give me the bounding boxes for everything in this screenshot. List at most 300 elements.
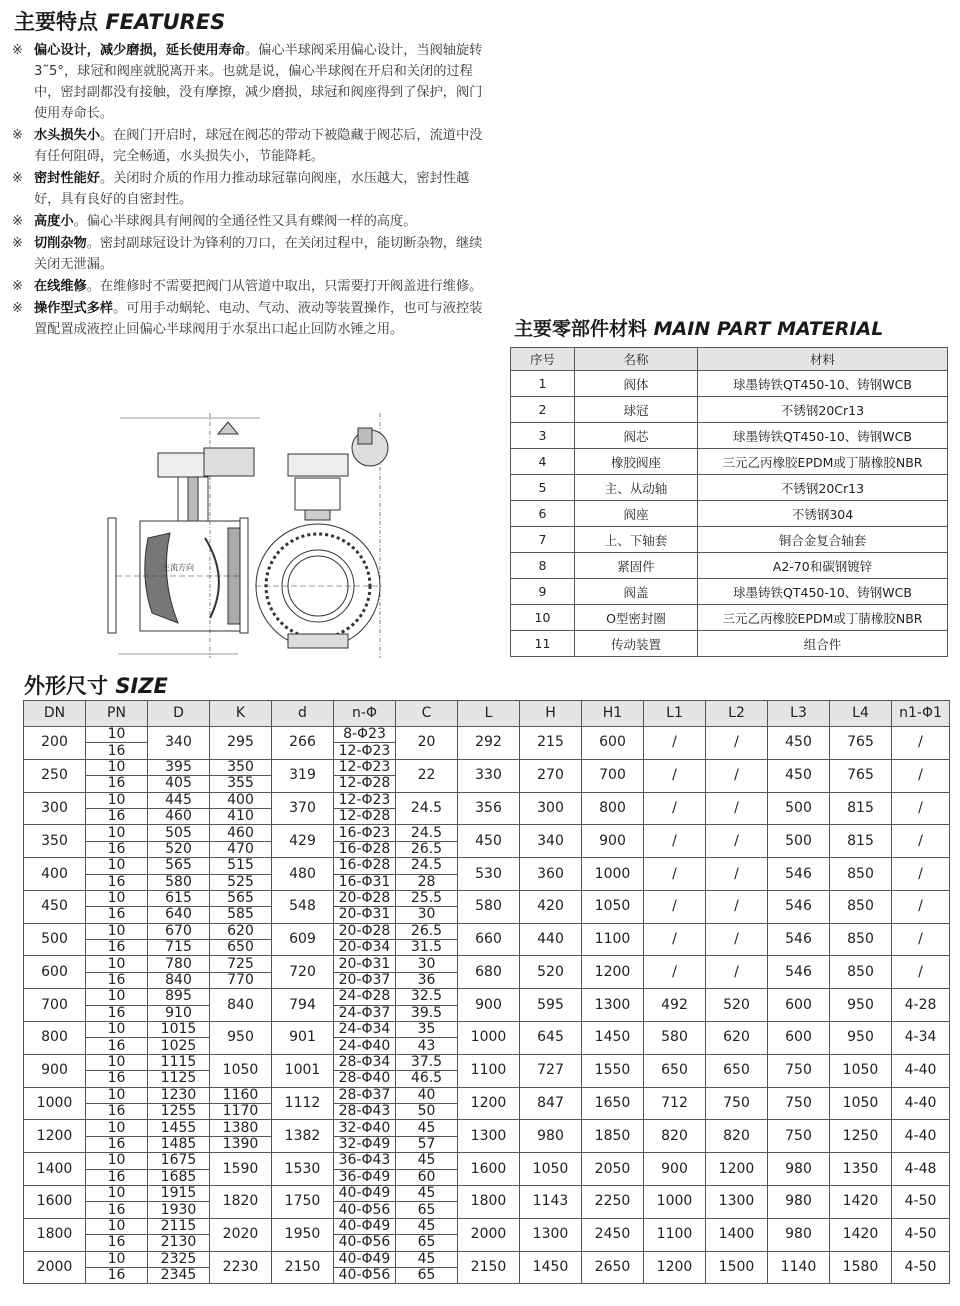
reference-mark-icon: ※ xyxy=(12,301,23,316)
size-cell-nphi: 20-Φ28 xyxy=(334,923,396,939)
flow-direction-label: 主流方向 xyxy=(162,563,194,572)
material-title-en: MAIN PART MATERIAL xyxy=(653,318,884,340)
size-cell-d: 548 xyxy=(272,890,334,923)
size-cell-d: 1112 xyxy=(272,1087,334,1120)
size-cell-l1: 492 xyxy=(644,989,706,1022)
table-row xyxy=(511,475,948,501)
size-cell-dn: 1000 xyxy=(24,1087,86,1120)
size-cell-l3: 980 xyxy=(768,1218,830,1251)
size-cell-h: 595 xyxy=(520,989,582,1022)
size-cell-pn: 10 xyxy=(86,989,148,1005)
size-cell-l1: 820 xyxy=(644,1120,706,1153)
size-cell-dn: 450 xyxy=(24,890,86,923)
size-cell-dn: 800 xyxy=(24,1022,86,1055)
size-cell-c: 39.5 xyxy=(396,1005,458,1021)
size-cell-nphi: 40-Φ56 xyxy=(334,1235,396,1251)
size-cell-l1: / xyxy=(644,792,706,825)
size-cell-l2: / xyxy=(706,858,768,891)
size-cell-n1: / xyxy=(892,923,950,956)
size-cell-l3: 750 xyxy=(768,1120,830,1153)
size-cell-nphi: 16-Φ28 xyxy=(334,858,396,874)
size-cell-c: 25.5 xyxy=(396,890,458,906)
size-cell-nphi: 28-Φ34 xyxy=(334,1054,396,1070)
size-cell-n1: 4-40 xyxy=(892,1087,950,1120)
size-cell-nphi: 8-Φ23 xyxy=(334,727,396,743)
size-cell-pn: 16 xyxy=(86,1169,148,1185)
size-cell-d: 1382 xyxy=(272,1120,334,1153)
size-cell-c: 24.5 xyxy=(396,858,458,874)
size-cell-nphi: 40-Φ49 xyxy=(334,1185,396,1201)
reference-mark-icon: ※ xyxy=(12,43,23,58)
size-cell-nphi: 16-Φ31 xyxy=(334,874,396,890)
size-cell-dn: 250 xyxy=(24,759,86,792)
table-row xyxy=(511,371,948,397)
size-cell-k: 725 xyxy=(210,956,272,972)
size-cell-nphi: 28-Φ40 xyxy=(334,1071,396,1087)
size-cell-dn: 2000 xyxy=(24,1251,86,1284)
size-cell-n1: 4-48 xyxy=(892,1153,950,1186)
size-cell-l2: / xyxy=(706,956,768,989)
size-cell-h1: 1000 xyxy=(582,858,644,891)
material-name-cell: 橡胶阀座 xyxy=(575,449,698,475)
size-cell-l1: / xyxy=(644,727,706,760)
size-cell-k: 1170 xyxy=(210,1103,272,1119)
material-no-cell: 8 xyxy=(511,553,575,579)
table-row xyxy=(24,792,950,808)
size-cell-l4: 1420 xyxy=(830,1218,892,1251)
features-title xyxy=(14,6,225,36)
size-cell-pn: 16 xyxy=(86,1267,148,1283)
material-value-cell: 三元乙丙橡胶EPDM或丁腈橡胶NBR xyxy=(698,449,948,475)
feature-heading: 偏心设计，减少磨损，延长使用寿命 xyxy=(34,43,245,58)
size-cell-l1: / xyxy=(644,890,706,923)
size-cell-l4: 1350 xyxy=(830,1153,892,1186)
size-cell-nphi: 12-Φ28 xyxy=(334,776,396,792)
size-cell-k: 525 xyxy=(210,874,272,890)
table-row xyxy=(511,579,948,605)
size-cell-l3: 1140 xyxy=(768,1251,830,1284)
size-cell-nphi: 20-Φ37 xyxy=(334,972,396,988)
size-table xyxy=(23,700,950,1284)
size-cell-d: 460 xyxy=(148,808,210,824)
size-cell-c: 45 xyxy=(396,1120,458,1136)
size-cell-h: 1050 xyxy=(520,1153,582,1186)
size-cell-nphi: 24-Φ37 xyxy=(334,1005,396,1021)
size-cell-pn: 10 xyxy=(86,825,148,841)
features-title-en: FEATURES xyxy=(105,10,226,34)
size-cell-dn: 350 xyxy=(24,825,86,858)
size-cell-h1: 2250 xyxy=(582,1185,644,1218)
size-cell-pn: 10 xyxy=(86,1054,148,1070)
size-cell-h1: 1200 xyxy=(582,956,644,989)
size-cell-n1: 4-40 xyxy=(892,1054,950,1087)
size-cell-h1: 800 xyxy=(582,792,644,825)
size-cell-nphi: 20-Φ31 xyxy=(334,956,396,972)
size-cell-l3: 600 xyxy=(768,989,830,1022)
size-cell-l3: 750 xyxy=(768,1087,830,1120)
size-cell-d: 895 xyxy=(148,989,210,1005)
size-cell-l2: / xyxy=(706,759,768,792)
size-cell-l2: / xyxy=(706,923,768,956)
size-cell-d: 1930 xyxy=(148,1202,210,1218)
size-cell-l3: 546 xyxy=(768,890,830,923)
size-cell-nphi: 24-Φ28 xyxy=(334,989,396,1005)
size-cell-l1: / xyxy=(644,858,706,891)
feature-heading: 高度小 xyxy=(34,214,74,229)
size-cell-n1: / xyxy=(892,825,950,858)
size-cell-nphi: 28-Φ43 xyxy=(334,1103,396,1119)
size-cell-l2: 820 xyxy=(706,1120,768,1153)
size-cell-k: 400 xyxy=(210,792,272,808)
size-cell-l2: 520 xyxy=(706,989,768,1022)
feature-item xyxy=(12,168,494,210)
table-row xyxy=(511,605,948,631)
size-cell-c: 31.5 xyxy=(396,940,458,956)
size-cell-h: 847 xyxy=(520,1087,582,1120)
size-cell-k: 1820 xyxy=(210,1185,272,1218)
table-row xyxy=(24,956,950,972)
size-title-en: SIZE xyxy=(115,674,168,698)
size-cell-k: 585 xyxy=(210,907,272,923)
size-cell-d: 1685 xyxy=(148,1169,210,1185)
size-cell-c: 35 xyxy=(396,1022,458,1038)
size-cell-h: 440 xyxy=(520,923,582,956)
size-cell-pn: 10 xyxy=(86,1120,148,1136)
material-value-cell: 不锈钢20Cr13 xyxy=(698,397,948,423)
material-value-cell: 不锈钢304 xyxy=(698,501,948,527)
size-cell-nphi: 36-Φ49 xyxy=(334,1169,396,1185)
size-cell-d: 405 xyxy=(148,776,210,792)
size-cell-d: 445 xyxy=(148,792,210,808)
material-name-cell: 阀体 xyxy=(575,371,698,397)
feature-heading: 操作型式多样 xyxy=(34,301,114,316)
material-name-cell: 传动装置 xyxy=(575,631,698,657)
size-cell-c: 40 xyxy=(396,1087,458,1103)
feature-item xyxy=(12,211,494,232)
size-cell-k: 410 xyxy=(210,808,272,824)
material-no-cell: 7 xyxy=(511,527,575,553)
material-no-cell: 4 xyxy=(511,449,575,475)
size-cell-pn: 10 xyxy=(86,923,148,939)
material-header-material: 材料 xyxy=(698,348,948,371)
size-cell-n1: 4-40 xyxy=(892,1120,950,1153)
size-cell-h: 520 xyxy=(520,956,582,989)
size-cell-h1: 2050 xyxy=(582,1153,644,1186)
size-cell-l4: 850 xyxy=(830,890,892,923)
material-name-cell: 上、下轴套 xyxy=(575,527,698,553)
size-cell-d: 840 xyxy=(148,972,210,988)
size-cell-n1: / xyxy=(892,858,950,891)
size-cell-l4: 1580 xyxy=(830,1251,892,1284)
size-cell-k: 565 xyxy=(210,890,272,906)
material-table xyxy=(510,347,948,657)
size-cell-nphi: 12-Φ23 xyxy=(334,759,396,775)
size-cell-d: 670 xyxy=(148,923,210,939)
feature-heading: 水头损失小 xyxy=(34,128,100,143)
size-cell-h: 1300 xyxy=(520,1218,582,1251)
size-cell-k: 470 xyxy=(210,841,272,857)
size-cell-h1: 1650 xyxy=(582,1087,644,1120)
size-cell-pn: 16 xyxy=(86,841,148,857)
material-value-cell: A2-70和碳钢镀锌 xyxy=(698,553,948,579)
size-cell-dn: 1800 xyxy=(24,1218,86,1251)
size-cell-nphi: 20-Φ28 xyxy=(334,890,396,906)
size-cell-h: 980 xyxy=(520,1120,582,1153)
size-cell-dn: 1200 xyxy=(24,1120,86,1153)
feature-text: 。可用手动蜗轮、电动、气动、液动等装置操作，也可与液控装置配置成液控止回偏心半球阀用于水泵出口起止回防水锤之用。 xyxy=(34,301,483,337)
size-cell-l1: / xyxy=(644,759,706,792)
size-cell-l2: / xyxy=(706,890,768,923)
size-cell-nphi: 24-Φ40 xyxy=(334,1038,396,1054)
reference-mark-icon: ※ xyxy=(12,214,23,229)
size-cell-l: 1000 xyxy=(458,1022,520,1055)
size-cell-l3: 980 xyxy=(768,1153,830,1186)
material-value-cell: 不锈钢20Cr13 xyxy=(698,475,948,501)
size-cell-l3: 450 xyxy=(768,727,830,760)
material-header-no: 序号 xyxy=(511,348,575,371)
size-cell-l2: / xyxy=(706,727,768,760)
material-no-cell: 1 xyxy=(511,371,575,397)
size-cell-k: 460 xyxy=(210,825,272,841)
size-cell-l3: 500 xyxy=(768,825,830,858)
material-header-name: 名称 xyxy=(575,348,698,371)
size-cell-l2: 650 xyxy=(706,1054,768,1087)
size-cell-l4: 950 xyxy=(830,1022,892,1055)
size-cell-c: 46.5 xyxy=(396,1071,458,1087)
size-cell-l2: 1300 xyxy=(706,1185,768,1218)
size-header-cell: L2 xyxy=(706,701,768,727)
size-cell-d: 720 xyxy=(272,956,334,989)
size-cell-c: 60 xyxy=(396,1169,458,1185)
table-row xyxy=(24,1153,950,1169)
size-cell-l1: / xyxy=(644,956,706,989)
material-title-cn: 主要零部件材料 xyxy=(514,318,648,340)
material-no-cell: 2 xyxy=(511,397,575,423)
size-header-cell: n1-Φ1 xyxy=(892,701,950,727)
size-cell-d: 1001 xyxy=(272,1054,334,1087)
size-cell-c: 45 xyxy=(396,1251,458,1267)
size-cell-h1: 1450 xyxy=(582,1022,644,1055)
feature-text: 。偏心半球阀具有闸阀的全通径性又具有蝶阀一样的高度。 xyxy=(73,214,417,229)
size-cell-h: 1450 xyxy=(520,1251,582,1284)
size-cell-d: 2325 xyxy=(148,1251,210,1267)
size-cell-l: 660 xyxy=(458,923,520,956)
size-title xyxy=(24,670,168,700)
size-cell-l3: 546 xyxy=(768,956,830,989)
size-cell-l4: 765 xyxy=(830,759,892,792)
size-cell-pn: 10 xyxy=(86,759,148,775)
material-title xyxy=(514,314,883,341)
size-cell-k: 1390 xyxy=(210,1136,272,1152)
size-cell-l4: 1050 xyxy=(830,1087,892,1120)
material-value-cell: 组合件 xyxy=(698,631,948,657)
size-cell-pn: 16 xyxy=(86,907,148,923)
size-cell-l: 580 xyxy=(458,890,520,923)
size-header-cell: K xyxy=(210,701,272,727)
size-cell-d: 580 xyxy=(148,874,210,890)
size-cell-dn: 700 xyxy=(24,989,86,1022)
table-row xyxy=(24,1022,950,1038)
table-row xyxy=(24,923,950,939)
size-cell-d: 1530 xyxy=(272,1153,334,1186)
size-cell-nphi: 12-Φ23 xyxy=(334,743,396,759)
size-cell-l: 1300 xyxy=(458,1120,520,1153)
size-cell-h: 420 xyxy=(520,890,582,923)
table-row xyxy=(24,858,950,874)
size-cell-c: 65 xyxy=(396,1267,458,1283)
size-header-cell: D xyxy=(148,701,210,727)
material-name-cell: 紧固件 xyxy=(575,553,698,579)
material-no-cell: 3 xyxy=(511,423,575,449)
size-cell-nphi: 32-Φ40 xyxy=(334,1120,396,1136)
size-cell-k: 950 xyxy=(210,1022,272,1055)
size-cell-nphi: 12-Φ28 xyxy=(334,808,396,824)
size-cell-pn: 10 xyxy=(86,1087,148,1103)
size-cell-d: 370 xyxy=(272,792,334,825)
feature-heading: 切削杂物 xyxy=(34,236,87,251)
size-cell-k: 770 xyxy=(210,972,272,988)
size-cell-d: 1230 xyxy=(148,1087,210,1103)
size-cell-d: 1015 xyxy=(148,1022,210,1038)
size-cell-l2: 1400 xyxy=(706,1218,768,1251)
size-cell-d: 1485 xyxy=(148,1136,210,1152)
reference-mark-icon: ※ xyxy=(12,279,23,294)
size-cell-nphi: 16-Φ23 xyxy=(334,825,396,841)
material-value-cell: 球墨铸铁QT450-10、铸钢WCB xyxy=(698,579,948,605)
size-cell-l: 330 xyxy=(458,759,520,792)
size-cell-pn: 10 xyxy=(86,858,148,874)
size-header-row xyxy=(24,701,950,727)
size-cell-n1: 4-28 xyxy=(892,989,950,1022)
size-cell-d: 429 xyxy=(272,825,334,858)
size-cell-c: 30 xyxy=(396,907,458,923)
size-cell-h1: 1300 xyxy=(582,989,644,1022)
size-cell-l1: 712 xyxy=(644,1087,706,1120)
size-cell-h1: 2450 xyxy=(582,1218,644,1251)
size-cell-c: 24.5 xyxy=(396,792,458,825)
size-cell-l: 2000 xyxy=(458,1218,520,1251)
size-cell-l4: 1050 xyxy=(830,1054,892,1087)
size-cell-pn: 10 xyxy=(86,727,148,743)
size-cell-d: 1255 xyxy=(148,1103,210,1119)
size-cell-l: 292 xyxy=(458,727,520,760)
size-cell-n1: 4-34 xyxy=(892,1022,950,1055)
feature-heading: 在线维修 xyxy=(34,279,87,294)
size-cell-c: 65 xyxy=(396,1202,458,1218)
feature-item xyxy=(12,233,494,275)
size-header-cell: PN xyxy=(86,701,148,727)
size-cell-d: 2345 xyxy=(148,1267,210,1283)
table-row xyxy=(24,1218,950,1234)
size-cell-k: 2230 xyxy=(210,1251,272,1284)
size-cell-nphi: 20-Φ34 xyxy=(334,940,396,956)
size-cell-k: 840 xyxy=(210,989,272,1022)
size-cell-pn: 10 xyxy=(86,956,148,972)
size-header-cell: d xyxy=(272,701,334,727)
size-cell-pn: 10 xyxy=(86,792,148,808)
size-cell-l1: 1200 xyxy=(644,1251,706,1284)
size-cell-c: 32.5 xyxy=(396,989,458,1005)
size-header-cell: H1 xyxy=(582,701,644,727)
table-row xyxy=(511,553,948,579)
material-name-cell: O型密封圈 xyxy=(575,605,698,631)
size-cell-c: 30 xyxy=(396,956,458,972)
size-cell-l4: 850 xyxy=(830,956,892,989)
size-header-cell: L xyxy=(458,701,520,727)
size-cell-pn: 16 xyxy=(86,874,148,890)
size-header-cell: n-Φ xyxy=(334,701,396,727)
size-cell-k: 1380 xyxy=(210,1120,272,1136)
size-cell-k: 295 xyxy=(210,727,272,760)
size-cell-pn: 16 xyxy=(86,1136,148,1152)
size-cell-d: 1125 xyxy=(148,1071,210,1087)
size-cell-d: 910 xyxy=(148,1005,210,1021)
size-header-cell: C xyxy=(396,701,458,727)
size-cell-pn: 16 xyxy=(86,1038,148,1054)
size-cell-h: 340 xyxy=(520,825,582,858)
size-cell-h: 215 xyxy=(520,727,582,760)
size-cell-c: 37.5 xyxy=(396,1054,458,1070)
size-cell-k: 1160 xyxy=(210,1087,272,1103)
size-cell-l4: 815 xyxy=(830,825,892,858)
size-cell-d: 715 xyxy=(148,940,210,956)
table-row xyxy=(24,989,950,1005)
size-cell-n1: 4-50 xyxy=(892,1218,950,1251)
size-header-cell: L4 xyxy=(830,701,892,727)
material-name-cell: 主、从动轴 xyxy=(575,475,698,501)
size-header-cell: DN xyxy=(24,701,86,727)
size-cell-l1: 1000 xyxy=(644,1185,706,1218)
size-cell-d: 901 xyxy=(272,1022,334,1055)
size-cell-n1: 4-50 xyxy=(892,1185,950,1218)
material-no-cell: 10 xyxy=(511,605,575,631)
size-cell-l3: 980 xyxy=(768,1185,830,1218)
size-cell-h1: 1850 xyxy=(582,1120,644,1153)
size-cell-l2: 750 xyxy=(706,1087,768,1120)
size-cell-l1: 1100 xyxy=(644,1218,706,1251)
size-cell-nphi: 12-Φ23 xyxy=(334,792,396,808)
table-row xyxy=(24,1087,950,1103)
size-cell-l3: 546 xyxy=(768,858,830,891)
size-cell-l3: 500 xyxy=(768,792,830,825)
features-title-cn: 主要特点 xyxy=(14,10,98,34)
size-cell-l4: 850 xyxy=(830,858,892,891)
size-cell-c: 57 xyxy=(396,1136,458,1152)
material-no-cell: 9 xyxy=(511,579,575,605)
size-cell-pn: 16 xyxy=(86,1071,148,1087)
size-cell-d: 340 xyxy=(148,727,210,760)
size-cell-h: 645 xyxy=(520,1022,582,1055)
size-cell-l: 450 xyxy=(458,825,520,858)
size-cell-c: 50 xyxy=(396,1103,458,1119)
size-cell-h1: 600 xyxy=(582,727,644,760)
reference-mark-icon: ※ xyxy=(12,236,23,251)
feature-item xyxy=(12,276,494,297)
size-cell-c: 45 xyxy=(396,1218,458,1234)
size-cell-pn: 10 xyxy=(86,1153,148,1169)
size-cell-k: 650 xyxy=(210,940,272,956)
size-cell-nphi: 28-Φ37 xyxy=(334,1087,396,1103)
size-cell-l1: 900 xyxy=(644,1153,706,1186)
size-cell-c: 24.5 xyxy=(396,825,458,841)
size-cell-nphi: 24-Φ34 xyxy=(334,1022,396,1038)
size-cell-nphi: 32-Φ49 xyxy=(334,1136,396,1152)
material-name-cell: 阀盖 xyxy=(575,579,698,605)
size-cell-n1: / xyxy=(892,727,950,760)
size-cell-h: 300 xyxy=(520,792,582,825)
size-cell-pn: 16 xyxy=(86,940,148,956)
size-cell-h: 1143 xyxy=(520,1185,582,1218)
